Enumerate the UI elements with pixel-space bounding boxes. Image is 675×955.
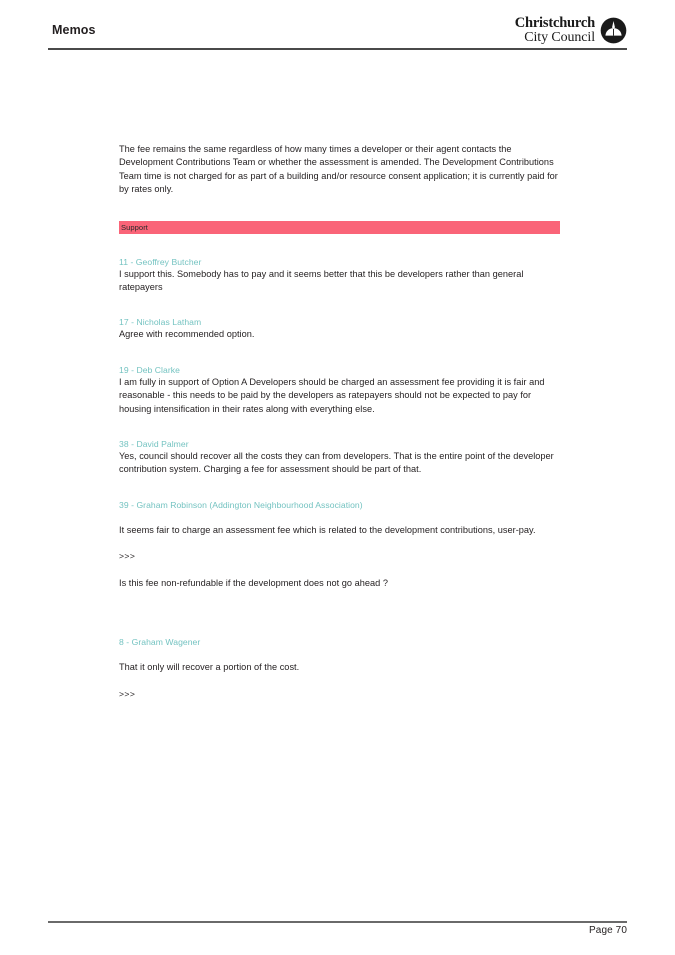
page-title: Memos (52, 23, 96, 37)
council-logo (515, 16, 627, 45)
comment-entry (119, 636, 560, 701)
comment-entry (119, 316, 560, 341)
page-number: Page 70 (589, 925, 627, 936)
logo-text (515, 16, 595, 45)
intro-paragraph: The fee remains the same regardless of how many times a developer or their agent contacts the Development Contributions Team or whether the assessment is amended. The Development Contributions Team time is not charged for as part of a building and/or resource consent application; it is currently paid for by rates only. (119, 144, 558, 195)
logo-line-city-council: City Council (524, 29, 595, 45)
footer-divider (48, 921, 627, 923)
comment-author: 38 - David Palmer (119, 439, 189, 450)
comment-body: I support this. Somebody has to pay and it seems better that this be developers rather than general ratepayers (119, 268, 524, 293)
comment-body: Agree with recommended option. (119, 329, 255, 340)
comment-separator-marker: >>> (119, 551, 136, 562)
comment-separator-marker: >>> (119, 688, 136, 699)
comment-author: 17 - Nicholas Latham (119, 317, 202, 328)
document-content (119, 143, 560, 701)
comment-followup: Is this fee non-refundable if the development does not go ahead ? (119, 577, 388, 588)
comment-body: That it only will recover a portion of the cost. (119, 662, 300, 673)
comment-entry (119, 256, 560, 295)
comment-author: 39 - Graham Robinson (Addington Neighbourhood Association) (119, 499, 363, 510)
comment-entry (119, 364, 560, 416)
comment-author: 19 - Deb Clarke (119, 364, 180, 375)
page-header (48, 12, 627, 50)
comment-body: It seems fair to charge an assessment fee which is related to the development contributions, user-pay. (119, 524, 536, 535)
comment-body: Yes, council should recover all the costs they can from developers. That is the entire point of the developer contribution system. Charging a fee for assessment should be part of that. (119, 451, 554, 475)
header-divider (48, 48, 627, 50)
comment-body: I am fully in support of Option A Developers should be charged an assessment fee providing it is fair and reasonable - this needs to be paid by the developers as ratepayers should not be expected to pay for housing intensification in their rates along with everything else. (119, 376, 545, 414)
christchurch-city-council-emblem-icon (600, 17, 627, 44)
section-banner-support (119, 221, 560, 234)
comment-entry (119, 438, 560, 477)
comment-author: 8 - Graham Wagener (119, 637, 201, 648)
comment-author: 11 - Geoffrey Butcher (119, 256, 202, 267)
section-banner-label: Support (121, 222, 148, 232)
logo-line-christchurch: Christchurch (514, 15, 595, 31)
comment-entry (119, 499, 560, 590)
